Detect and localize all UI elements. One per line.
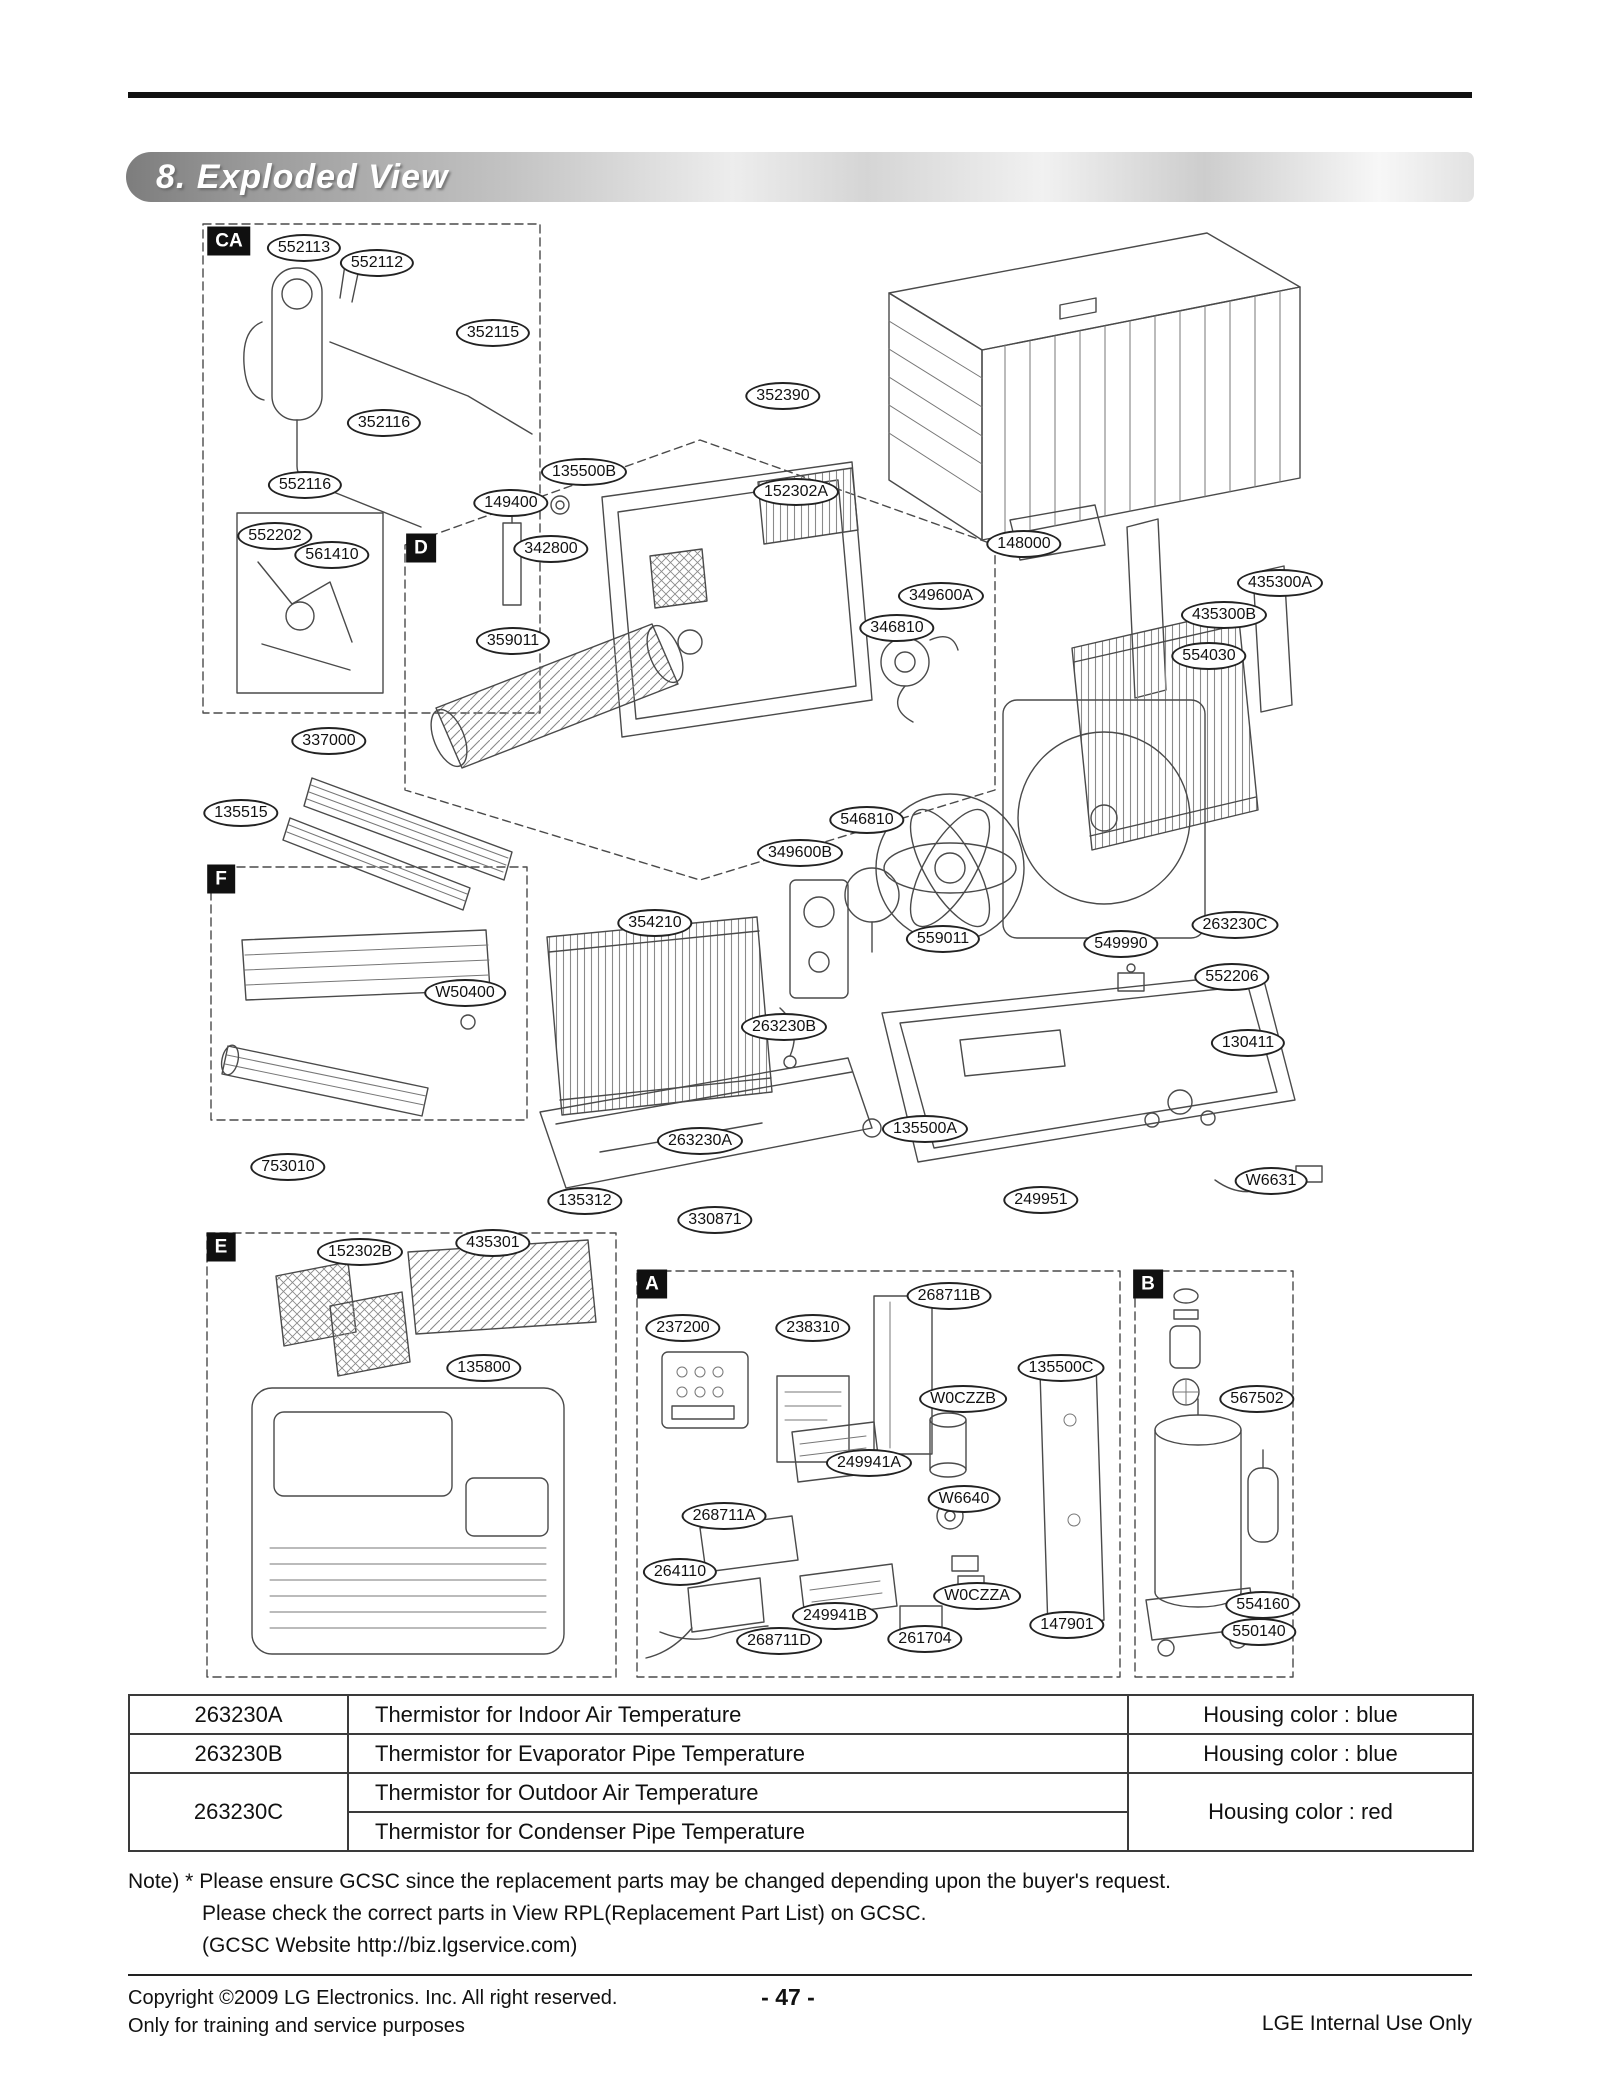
part-callout-135800: 135800 <box>446 1354 521 1382</box>
note-line-3: (GCSC Website http://biz.lgservice.com) <box>202 1933 578 1957</box>
part-callout-552112: 552112 <box>340 249 414 277</box>
part-callout-268711A: 268711A <box>682 1502 767 1530</box>
part-callout-753010: 753010 <box>250 1153 325 1181</box>
table-row <box>129 1734 1473 1773</box>
part-callout-352390: 352390 <box>745 382 820 410</box>
section-marker-B: B <box>1133 1270 1163 1299</box>
part-callout-152302B: 152302B <box>317 1238 403 1266</box>
part-callout-546810: 546810 <box>829 806 904 834</box>
part-callout-237200: 237200 <box>645 1314 720 1342</box>
part-callout-W6640: W6640 <box>928 1485 1001 1513</box>
part-callout-549990: 549990 <box>1083 930 1158 958</box>
part-callout-554030: 554030 <box>1171 642 1246 670</box>
part-callout-268711D: 268711D <box>736 1627 822 1655</box>
part-callout-352116: 352116 <box>347 409 421 437</box>
part-callout-552116: 552116 <box>268 471 342 499</box>
note-line-1: Note) * Please ensure GCSC since the replacement parts may be changed depending upon the buyer's request. <box>128 1870 1171 1893</box>
part-callout-135515: 135515 <box>203 799 278 827</box>
part-callout-147901: 147901 <box>1029 1611 1104 1639</box>
part-callout-130411: 130411 <box>1211 1029 1285 1057</box>
copyright-line-1: Copyright ©2009 LG Electronics. Inc. All right reserved. <box>128 1987 618 2009</box>
part-callout-354210: 354210 <box>617 909 692 937</box>
copyright-block <box>128 1984 617 2040</box>
part-callout-554160: 554160 <box>1225 1591 1300 1619</box>
part-callout-263230C: 263230C <box>1192 911 1279 939</box>
thermistor-table <box>128 1694 1474 1852</box>
part-callout-263230B: 263230B <box>741 1013 827 1041</box>
part-desc-cell: Thermistor for Outdoor Air Temperature <box>348 1773 1128 1812</box>
part-callout-342800: 342800 <box>513 535 588 563</box>
part-callout-346810: 346810 <box>859 614 934 642</box>
part-callout-550140: 550140 <box>1221 1618 1296 1646</box>
part-number-cell: 263230C <box>129 1773 348 1851</box>
housing-color-cell: Housing color : red <box>1128 1773 1473 1851</box>
part-callout-135312: 135312 <box>547 1187 622 1215</box>
part-callout-135500B: 135500B <box>541 458 627 486</box>
internal-use-label: LGE Internal Use Only <box>1261 2012 1472 2035</box>
part-callout-238310: 238310 <box>775 1314 850 1342</box>
part-callout-349600B: 349600B <box>757 839 843 867</box>
part-callout-559011: 559011 <box>906 925 980 953</box>
section-marker-CA: CA <box>207 227 250 256</box>
part-callout-135500C: 135500C <box>1018 1354 1105 1382</box>
part-callout-435300A: 435300A <box>1237 569 1323 597</box>
part-callout-435301: 435301 <box>455 1229 530 1257</box>
housing-color-cell: Housing color : blue <box>1128 1695 1473 1734</box>
part-callout-148000: 148000 <box>986 530 1061 558</box>
page-number: - 47 - <box>761 1984 815 2010</box>
section-marker-D: D <box>406 534 436 563</box>
note-block <box>128 1866 1171 1962</box>
part-callout-268711B: 268711B <box>907 1282 992 1310</box>
part-callout-W50400: W50400 <box>424 979 506 1007</box>
part-callout-W0CZZB: W0CZZB <box>919 1385 1007 1413</box>
part-desc-cell: Thermistor for Evaporator Pipe Temperature <box>348 1734 1128 1773</box>
housing-color-cell: Housing color : blue <box>1128 1734 1473 1773</box>
table-row <box>129 1695 1473 1734</box>
part-callout-561410: 561410 <box>294 541 369 569</box>
part-callout-263230A: 263230A <box>657 1127 743 1155</box>
part-desc-cell: Thermistor for Condenser Pipe Temperature <box>348 1812 1128 1851</box>
part-callout-149400: 149400 <box>473 489 548 517</box>
part-callout-567502: 567502 <box>1219 1385 1294 1413</box>
footer-rule <box>128 1974 1472 1976</box>
part-callout-152302A: 152302A <box>753 478 839 506</box>
section-title: 8. Exploded View <box>156 157 449 196</box>
part-number-cell: 263230A <box>129 1695 348 1734</box>
part-callout-W6631: W6631 <box>1235 1167 1308 1195</box>
part-callout-552113: 552113 <box>267 234 341 262</box>
part-callout-135500A: 135500A <box>882 1115 968 1143</box>
note-line-2: Please check the correct parts in View RPL(Replacement Part List) on GCSC. <box>202 1901 927 1925</box>
section-marker-E: E <box>207 1233 236 1262</box>
part-callout-330871: 330871 <box>677 1206 752 1234</box>
copyright-line-2: Only for training and service purposes <box>128 2015 465 2037</box>
part-callout-337000: 337000 <box>291 727 366 755</box>
section-marker-A: A <box>637 1270 667 1299</box>
part-callout-349600A: 349600A <box>898 582 984 610</box>
part-callout-W0CZZA: W0CZZA <box>933 1582 1021 1610</box>
part-callout-261704: 261704 <box>887 1625 962 1653</box>
section-marker-F: F <box>207 865 235 894</box>
part-callout-249941B: 249941B <box>792 1602 878 1630</box>
part-number-cell: 263230B <box>129 1734 348 1773</box>
part-callout-552206: 552206 <box>1194 963 1269 991</box>
part-desc-cell: Thermistor for Indoor Air Temperature <box>348 1695 1128 1734</box>
part-callout-435300B: 435300B <box>1181 601 1267 629</box>
part-callout-552202: 552202 <box>237 522 312 550</box>
part-callout-264110: 264110 <box>643 1558 717 1586</box>
part-callout-249941A: 249941A <box>826 1449 912 1477</box>
part-callout-249951: 249951 <box>1003 1186 1078 1214</box>
part-callout-359011: 359011 <box>476 627 550 655</box>
part-callout-352115: 352115 <box>456 319 530 347</box>
table-row <box>129 1773 1473 1812</box>
